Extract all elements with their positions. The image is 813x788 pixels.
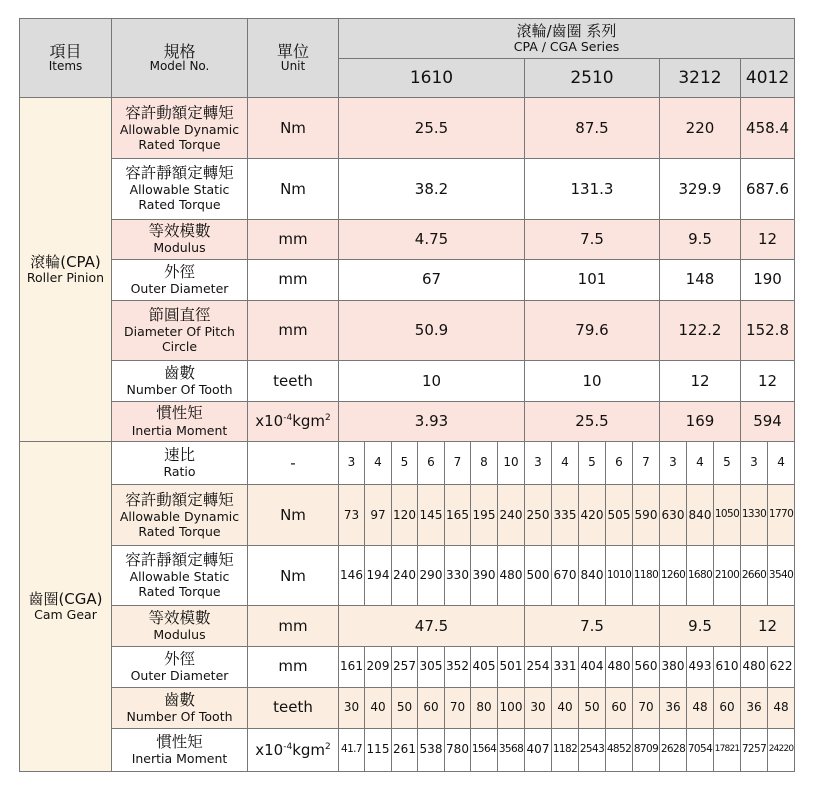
- value-cell: 50: [579, 687, 606, 728]
- param-name-zh: 慣性矩: [156, 404, 203, 423]
- value-cell: 240: [498, 485, 525, 546]
- param-name-en: Number Of Tooth: [126, 708, 233, 724]
- value-cell: 5: [714, 442, 741, 485]
- unit-header-zh: 單位: [276, 41, 309, 61]
- value-cell: 8: [471, 442, 498, 485]
- param-name-zh: 容許靜額定轉矩: [125, 551, 234, 570]
- unit-base: x10: [255, 412, 284, 431]
- param-name-zh: 速比: [163, 446, 195, 465]
- unit-cell: [248, 401, 339, 441]
- param-label: [112, 485, 248, 546]
- value-cell: 4.75: [339, 219, 525, 259]
- param-name-zh: 容許動額定轉矩: [125, 490, 234, 509]
- unit-cell: Nm: [248, 159, 339, 219]
- value-cell: 352: [445, 646, 471, 687]
- value-cell: 12: [741, 219, 795, 259]
- model-header-zh: 規格: [163, 41, 196, 61]
- value-cell: 261: [392, 728, 418, 771]
- value-cell: 10: [525, 360, 660, 401]
- value-cell: 209: [365, 646, 392, 687]
- param-label: [112, 259, 248, 300]
- value-cell: 1010: [606, 546, 633, 606]
- unit-base: x10: [255, 740, 284, 759]
- series-header-en: CPA / CGA Series: [513, 38, 620, 54]
- value-cell: 458.4: [741, 98, 795, 159]
- series-header-zh: 滾輪/齒圈 系列: [516, 22, 617, 41]
- param-name-en: Diameter Of Pitch: [124, 323, 235, 339]
- value-cell: 7: [445, 442, 471, 485]
- unit-exponent: -4: [283, 741, 293, 752]
- cpa-row: [20, 98, 795, 159]
- value-cell: 404: [579, 646, 606, 687]
- value-cell: 630: [660, 485, 687, 546]
- value-cell: 145: [418, 485, 445, 546]
- value-cell: 3540: [768, 546, 795, 606]
- value-cell: 480: [606, 646, 633, 687]
- items-header-en: Items: [48, 59, 83, 74]
- param-name-en: Inertia Moment: [131, 750, 228, 766]
- value-cell: 47.5: [339, 606, 525, 646]
- value-cell: 305: [418, 646, 445, 687]
- value-cell: 480: [741, 646, 768, 687]
- unit-cell: teeth: [248, 360, 339, 401]
- param-name-en: Inertia Moment: [131, 422, 228, 438]
- value-cell: 407: [525, 728, 552, 771]
- value-cell: 2543: [579, 728, 606, 771]
- value-cell: 120: [392, 485, 418, 546]
- value-cell: 610: [714, 646, 741, 687]
- unit-cell: -: [248, 442, 339, 485]
- unit-cell: mm: [248, 300, 339, 360]
- value-cell: 100: [498, 687, 525, 728]
- group-cga-zh: 齒圈(CGA): [28, 590, 103, 609]
- group-cpa: [20, 98, 112, 442]
- value-cell: 4: [552, 442, 579, 485]
- value-cell: 3: [525, 442, 552, 485]
- param-name-en: Outer Diameter: [130, 280, 229, 296]
- value-cell: 87.5: [525, 98, 660, 159]
- unit-cell: teeth: [248, 687, 339, 728]
- value-cell: 3: [741, 442, 768, 485]
- value-cell: 330: [445, 546, 471, 606]
- value-cell: 257: [392, 646, 418, 687]
- unit-cell: mm: [248, 259, 339, 300]
- param-name-en: Number Of Tooth: [126, 381, 233, 397]
- value-cell: 131.3: [525, 159, 660, 219]
- value-cell: 12: [741, 360, 795, 401]
- cpa-row: [20, 219, 795, 259]
- value-cell: 7.5: [525, 219, 660, 259]
- value-cell: 240: [392, 546, 418, 606]
- param-name-en-2: Circle: [161, 338, 198, 354]
- value-cell: 60: [714, 687, 741, 728]
- value-cell: 30: [339, 687, 365, 728]
- model-header: [112, 19, 248, 98]
- value-cell: 50.9: [339, 300, 525, 360]
- value-cell: 1180: [633, 546, 660, 606]
- param-name-en: Ratio: [163, 464, 196, 480]
- value-cell: 1330: [741, 485, 768, 546]
- value-cell: 1182: [552, 728, 579, 771]
- spec-table: [19, 18, 795, 772]
- items-header: [20, 19, 112, 98]
- value-cell: 622: [768, 646, 795, 687]
- value-cell: 594: [741, 401, 795, 441]
- value-cell: 190: [741, 259, 795, 300]
- value-cell: 290: [418, 546, 445, 606]
- unit-exponent: -4: [283, 413, 293, 424]
- value-cell: 3.93: [339, 401, 525, 441]
- cga-row: [20, 546, 795, 606]
- value-cell: 194: [365, 546, 392, 606]
- value-cell: 331: [552, 646, 579, 687]
- value-cell: 146: [339, 546, 365, 606]
- value-cell: 4852: [606, 728, 633, 771]
- param-name-zh: 慣性矩: [156, 732, 203, 751]
- param-name-zh: 齒數: [163, 363, 195, 382]
- value-cell: 1770: [768, 485, 795, 546]
- value-cell: 38.2: [339, 159, 525, 219]
- cga-row: [20, 646, 795, 687]
- cga-row: [20, 485, 795, 546]
- param-name-zh: 外徑: [163, 649, 195, 668]
- value-cell: 5: [579, 442, 606, 485]
- unit-exponent-2: 2: [325, 413, 331, 424]
- param-name-en: Outer Diameter: [130, 667, 229, 683]
- value-cell: 220: [660, 98, 741, 159]
- value-cell: 115: [365, 728, 392, 771]
- value-cell: 329.9: [660, 159, 741, 219]
- value-cell: 25.5: [525, 401, 660, 441]
- param-label: [112, 546, 248, 606]
- value-cell: 169: [660, 401, 741, 441]
- param-name-en: Allowable Dynamic: [119, 121, 240, 137]
- value-cell: 420: [579, 485, 606, 546]
- value-cell: 840: [579, 546, 606, 606]
- value-cell: 6: [418, 442, 445, 485]
- cga-row: [20, 442, 795, 485]
- value-cell: 390: [471, 546, 498, 606]
- value-cell: 165: [445, 485, 471, 546]
- cpa-row: [20, 259, 795, 300]
- value-cell: 405: [471, 646, 498, 687]
- unit-cell: [248, 728, 339, 771]
- param-name-zh: 容許靜額定轉矩: [125, 164, 234, 183]
- value-cell: 73: [339, 485, 365, 546]
- value-cell: 60: [418, 687, 445, 728]
- value-cell: 122.2: [660, 300, 741, 360]
- value-cell: 50: [392, 687, 418, 728]
- model-2510: 2510: [525, 59, 660, 98]
- value-cell: 4: [768, 442, 795, 485]
- param-name-zh: 等效模數: [148, 608, 211, 627]
- cpa-row: [20, 159, 795, 219]
- value-cell: 2100: [714, 546, 741, 606]
- param-label: [112, 442, 248, 485]
- param-name-en: Allowable Static: [129, 182, 230, 198]
- param-label: [112, 401, 248, 441]
- param-label: [112, 159, 248, 219]
- value-cell: 152.8: [741, 300, 795, 360]
- value-cell: 7: [633, 442, 660, 485]
- param-name-zh: 容許動額定轉矩: [125, 103, 234, 122]
- param-label: [112, 728, 248, 771]
- value-cell: 10: [339, 360, 525, 401]
- param-name-en: Allowable Static: [129, 569, 230, 585]
- value-cell: 70: [445, 687, 471, 728]
- value-cell: 840: [687, 485, 714, 546]
- value-cell: 1260: [660, 546, 687, 606]
- unit-cell: mm: [248, 646, 339, 687]
- value-cell: 40: [365, 687, 392, 728]
- param-label: [112, 687, 248, 728]
- value-cell: 3: [339, 442, 365, 485]
- series-header: [339, 19, 795, 59]
- param-label: [112, 606, 248, 646]
- cga-row: [20, 606, 795, 646]
- value-cell: 25.5: [339, 98, 525, 159]
- param-name-zh: 等效模數: [148, 222, 211, 241]
- value-cell: 48: [687, 687, 714, 728]
- value-cell: 101: [525, 259, 660, 300]
- value-cell: 3568: [498, 728, 525, 771]
- value-cell: 67: [339, 259, 525, 300]
- value-cell: 335: [552, 485, 579, 546]
- param-name-en-2: Rated Torque: [138, 523, 221, 539]
- cpa-row: [20, 300, 795, 360]
- value-cell: 24220: [768, 728, 795, 771]
- group-cga-en: Cam Gear: [34, 606, 97, 622]
- param-label: [112, 646, 248, 687]
- value-cell: 7.5: [525, 606, 660, 646]
- param-name-zh: 外徑: [163, 262, 195, 281]
- model-4012: 4012: [741, 59, 795, 98]
- value-cell: 70: [633, 687, 660, 728]
- cga-row: [20, 687, 795, 728]
- param-label: [112, 219, 248, 259]
- value-cell: 3: [660, 442, 687, 485]
- value-cell: 97: [365, 485, 392, 546]
- param-label: [112, 98, 248, 159]
- items-header-zh: 項目: [49, 41, 82, 61]
- param-label: [112, 300, 248, 360]
- value-cell: 40: [552, 687, 579, 728]
- value-cell: 480: [498, 546, 525, 606]
- value-cell: 6: [606, 442, 633, 485]
- unit-cell: Nm: [248, 546, 339, 606]
- param-name-zh: 節圓直徑: [148, 305, 211, 324]
- param-name-zh: 齒數: [163, 690, 195, 709]
- unit-cell: Nm: [248, 98, 339, 159]
- group-cpa-en: Roller Pinion: [26, 269, 105, 285]
- value-cell: 7257: [741, 728, 768, 771]
- value-cell: 2660: [741, 546, 768, 606]
- model-header-en: Model No.: [149, 59, 210, 74]
- value-cell: 538: [418, 728, 445, 771]
- unit-header-en: Unit: [280, 59, 306, 74]
- value-cell: 687.6: [741, 159, 795, 219]
- value-cell: 2628: [660, 728, 687, 771]
- unit-cell: Nm: [248, 485, 339, 546]
- group-cga: [20, 442, 112, 772]
- param-name-en: Modulus: [153, 627, 206, 643]
- unit-kgm: kgm: [292, 740, 326, 759]
- value-cell: 79.6: [525, 300, 660, 360]
- value-cell: 5: [392, 442, 418, 485]
- param-name-en: Modulus: [153, 240, 206, 256]
- param-name-en-2: Rated Torque: [138, 584, 221, 600]
- value-cell: 36: [741, 687, 768, 728]
- value-cell: 250: [525, 485, 552, 546]
- unit-header: [248, 19, 339, 98]
- value-cell: 12: [741, 606, 795, 646]
- value-cell: 80: [471, 687, 498, 728]
- value-cell: 1564: [471, 728, 498, 771]
- param-name-en-2: Rated Torque: [138, 136, 221, 152]
- cpa-row: [20, 360, 795, 401]
- model-3212: 3212: [660, 59, 741, 98]
- value-cell: 9.5: [660, 219, 741, 259]
- value-cell: 4: [365, 442, 392, 485]
- unit-cell: mm: [248, 606, 339, 646]
- value-cell: 1680: [687, 546, 714, 606]
- param-label: [112, 360, 248, 401]
- value-cell: 505: [606, 485, 633, 546]
- value-cell: 780: [445, 728, 471, 771]
- value-cell: 148: [660, 259, 741, 300]
- value-cell: 60: [606, 687, 633, 728]
- cpa-row: [20, 401, 795, 441]
- value-cell: 254: [525, 646, 552, 687]
- param-name-en-2: Rated Torque: [138, 197, 221, 213]
- value-cell: 161: [339, 646, 365, 687]
- value-cell: 17821: [714, 728, 741, 771]
- value-cell: 4: [687, 442, 714, 485]
- value-cell: 670: [552, 546, 579, 606]
- unit-exponent-2: 2: [325, 741, 331, 752]
- value-cell: 7054: [687, 728, 714, 771]
- value-cell: 10: [498, 442, 525, 485]
- value-cell: 380: [660, 646, 687, 687]
- group-cpa-zh: 滾輪(CPA): [30, 253, 101, 272]
- unit-cell: mm: [248, 219, 339, 259]
- value-cell: 12: [660, 360, 741, 401]
- param-name-en: Allowable Dynamic: [119, 508, 240, 524]
- value-cell: 195: [471, 485, 498, 546]
- value-cell: 1050: [714, 485, 741, 546]
- value-cell: 8709: [633, 728, 660, 771]
- value-cell: 48: [768, 687, 795, 728]
- unit-kgm: kgm: [292, 412, 326, 431]
- value-cell: 36: [660, 687, 687, 728]
- value-cell: 493: [687, 646, 714, 687]
- value-cell: 500: [525, 546, 552, 606]
- value-cell: 30: [525, 687, 552, 728]
- value-cell: 41.7: [339, 728, 365, 771]
- value-cell: 9.5: [660, 606, 741, 646]
- model-1610: 1610: [339, 59, 525, 98]
- value-cell: 501: [498, 646, 525, 687]
- value-cell: 590: [633, 485, 660, 546]
- value-cell: 560: [633, 646, 660, 687]
- cga-row: [20, 728, 795, 771]
